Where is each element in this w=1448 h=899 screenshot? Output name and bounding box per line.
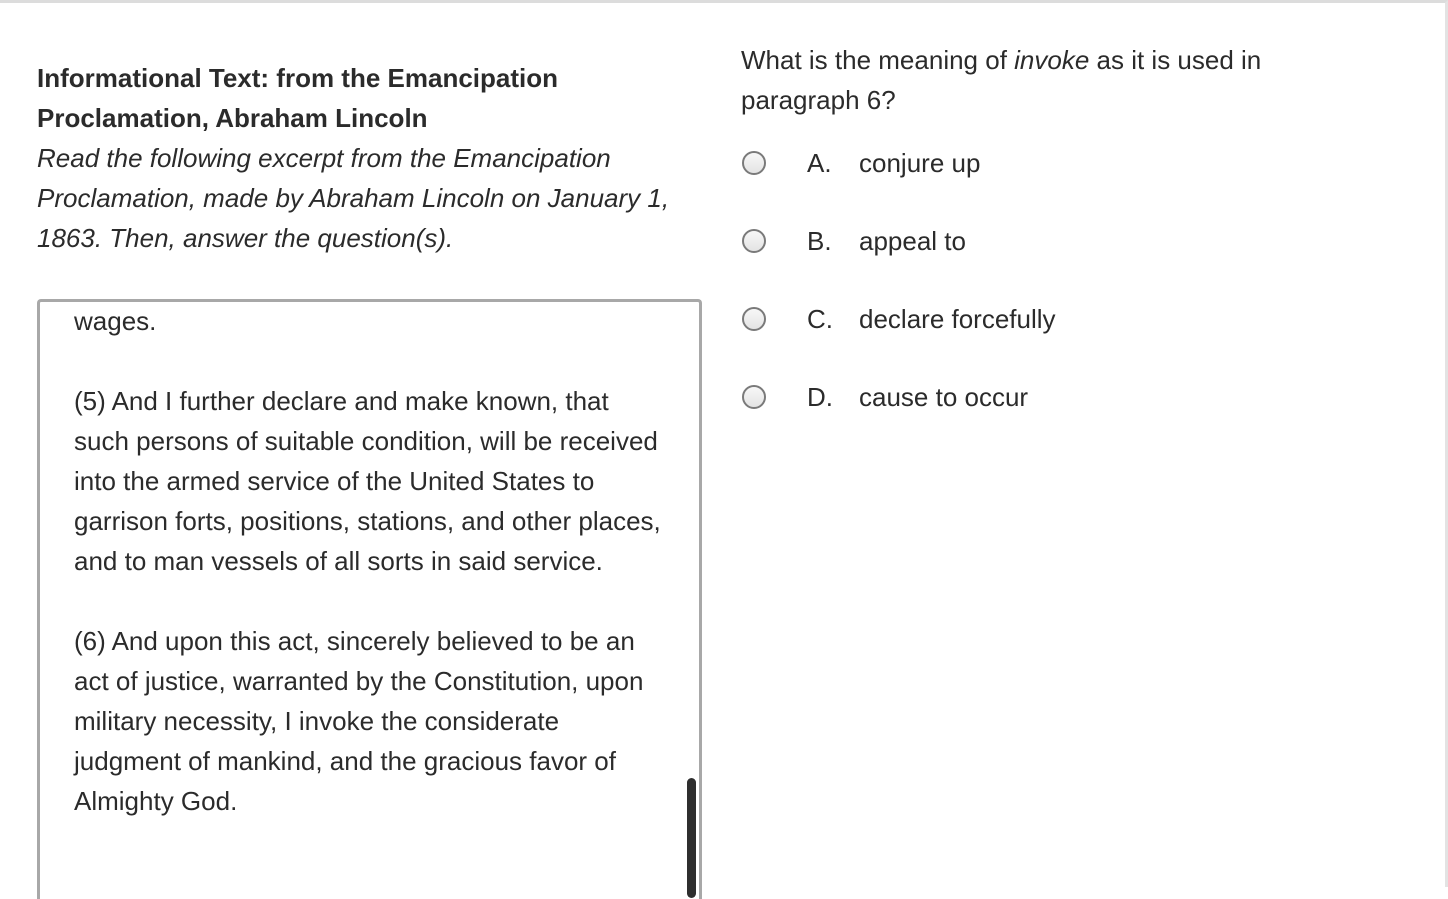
choice-d[interactable] xyxy=(741,376,1381,454)
choice-text: declare forcefully xyxy=(859,304,1056,334)
passage-paragraph: (6) And upon this act, sincerely believed to be an act of justice, warranted by the Constitution, upon military necessity, I invoke the considerate judgment of mankind, and the gracious favor of Almighty God. xyxy=(74,626,644,816)
passage-paragraph: (5) And I further declare and make known, that such persons of suitable condition, will be received into the armed service of the United States to garrison forts, positions, stations, and other places, and to man vessels of all sorts in said service. xyxy=(74,386,661,576)
choice-text: appeal to xyxy=(859,226,966,256)
question-prompt xyxy=(741,40,1381,120)
passage-title: Informational Text: from the Emancipation Proclamation, Abraham Lincoln xyxy=(37,63,559,133)
question-suffix: as it is used in paragraph 6? xyxy=(741,45,1262,115)
question-panel xyxy=(741,40,1381,120)
passage-instructions: Read the following excerpt from the Emancipation Proclamation, made by Abraham Lincoln on January 1, 1863. Then, answer the question(s). xyxy=(37,143,670,253)
radio-button[interactable] xyxy=(742,385,766,409)
scrollbar-thumb[interactable] xyxy=(687,778,696,898)
radio-button[interactable] xyxy=(742,229,766,253)
choice-letter: B. xyxy=(807,226,832,256)
radio-button[interactable] xyxy=(742,307,766,331)
passage-content xyxy=(74,301,664,861)
answer-choices xyxy=(741,142,1381,454)
question-keyword: invoke xyxy=(1014,45,1090,75)
passage-scroll-box[interactable] xyxy=(37,299,702,899)
choice-text: cause to occur xyxy=(859,382,1029,412)
passage-header xyxy=(37,58,697,258)
choice-text: conjure up xyxy=(859,148,981,178)
choice-c[interactable] xyxy=(741,298,1381,376)
passage-paragraph: wages. xyxy=(74,306,157,336)
choice-letter: A. xyxy=(807,148,832,178)
choice-b[interactable] xyxy=(741,220,1381,298)
choice-letter: C. xyxy=(807,304,833,334)
choice-a[interactable] xyxy=(741,142,1381,220)
question-prefix: What is the meaning of xyxy=(741,45,1015,75)
radio-button[interactable] xyxy=(742,151,766,175)
choice-letter: D. xyxy=(807,382,833,412)
